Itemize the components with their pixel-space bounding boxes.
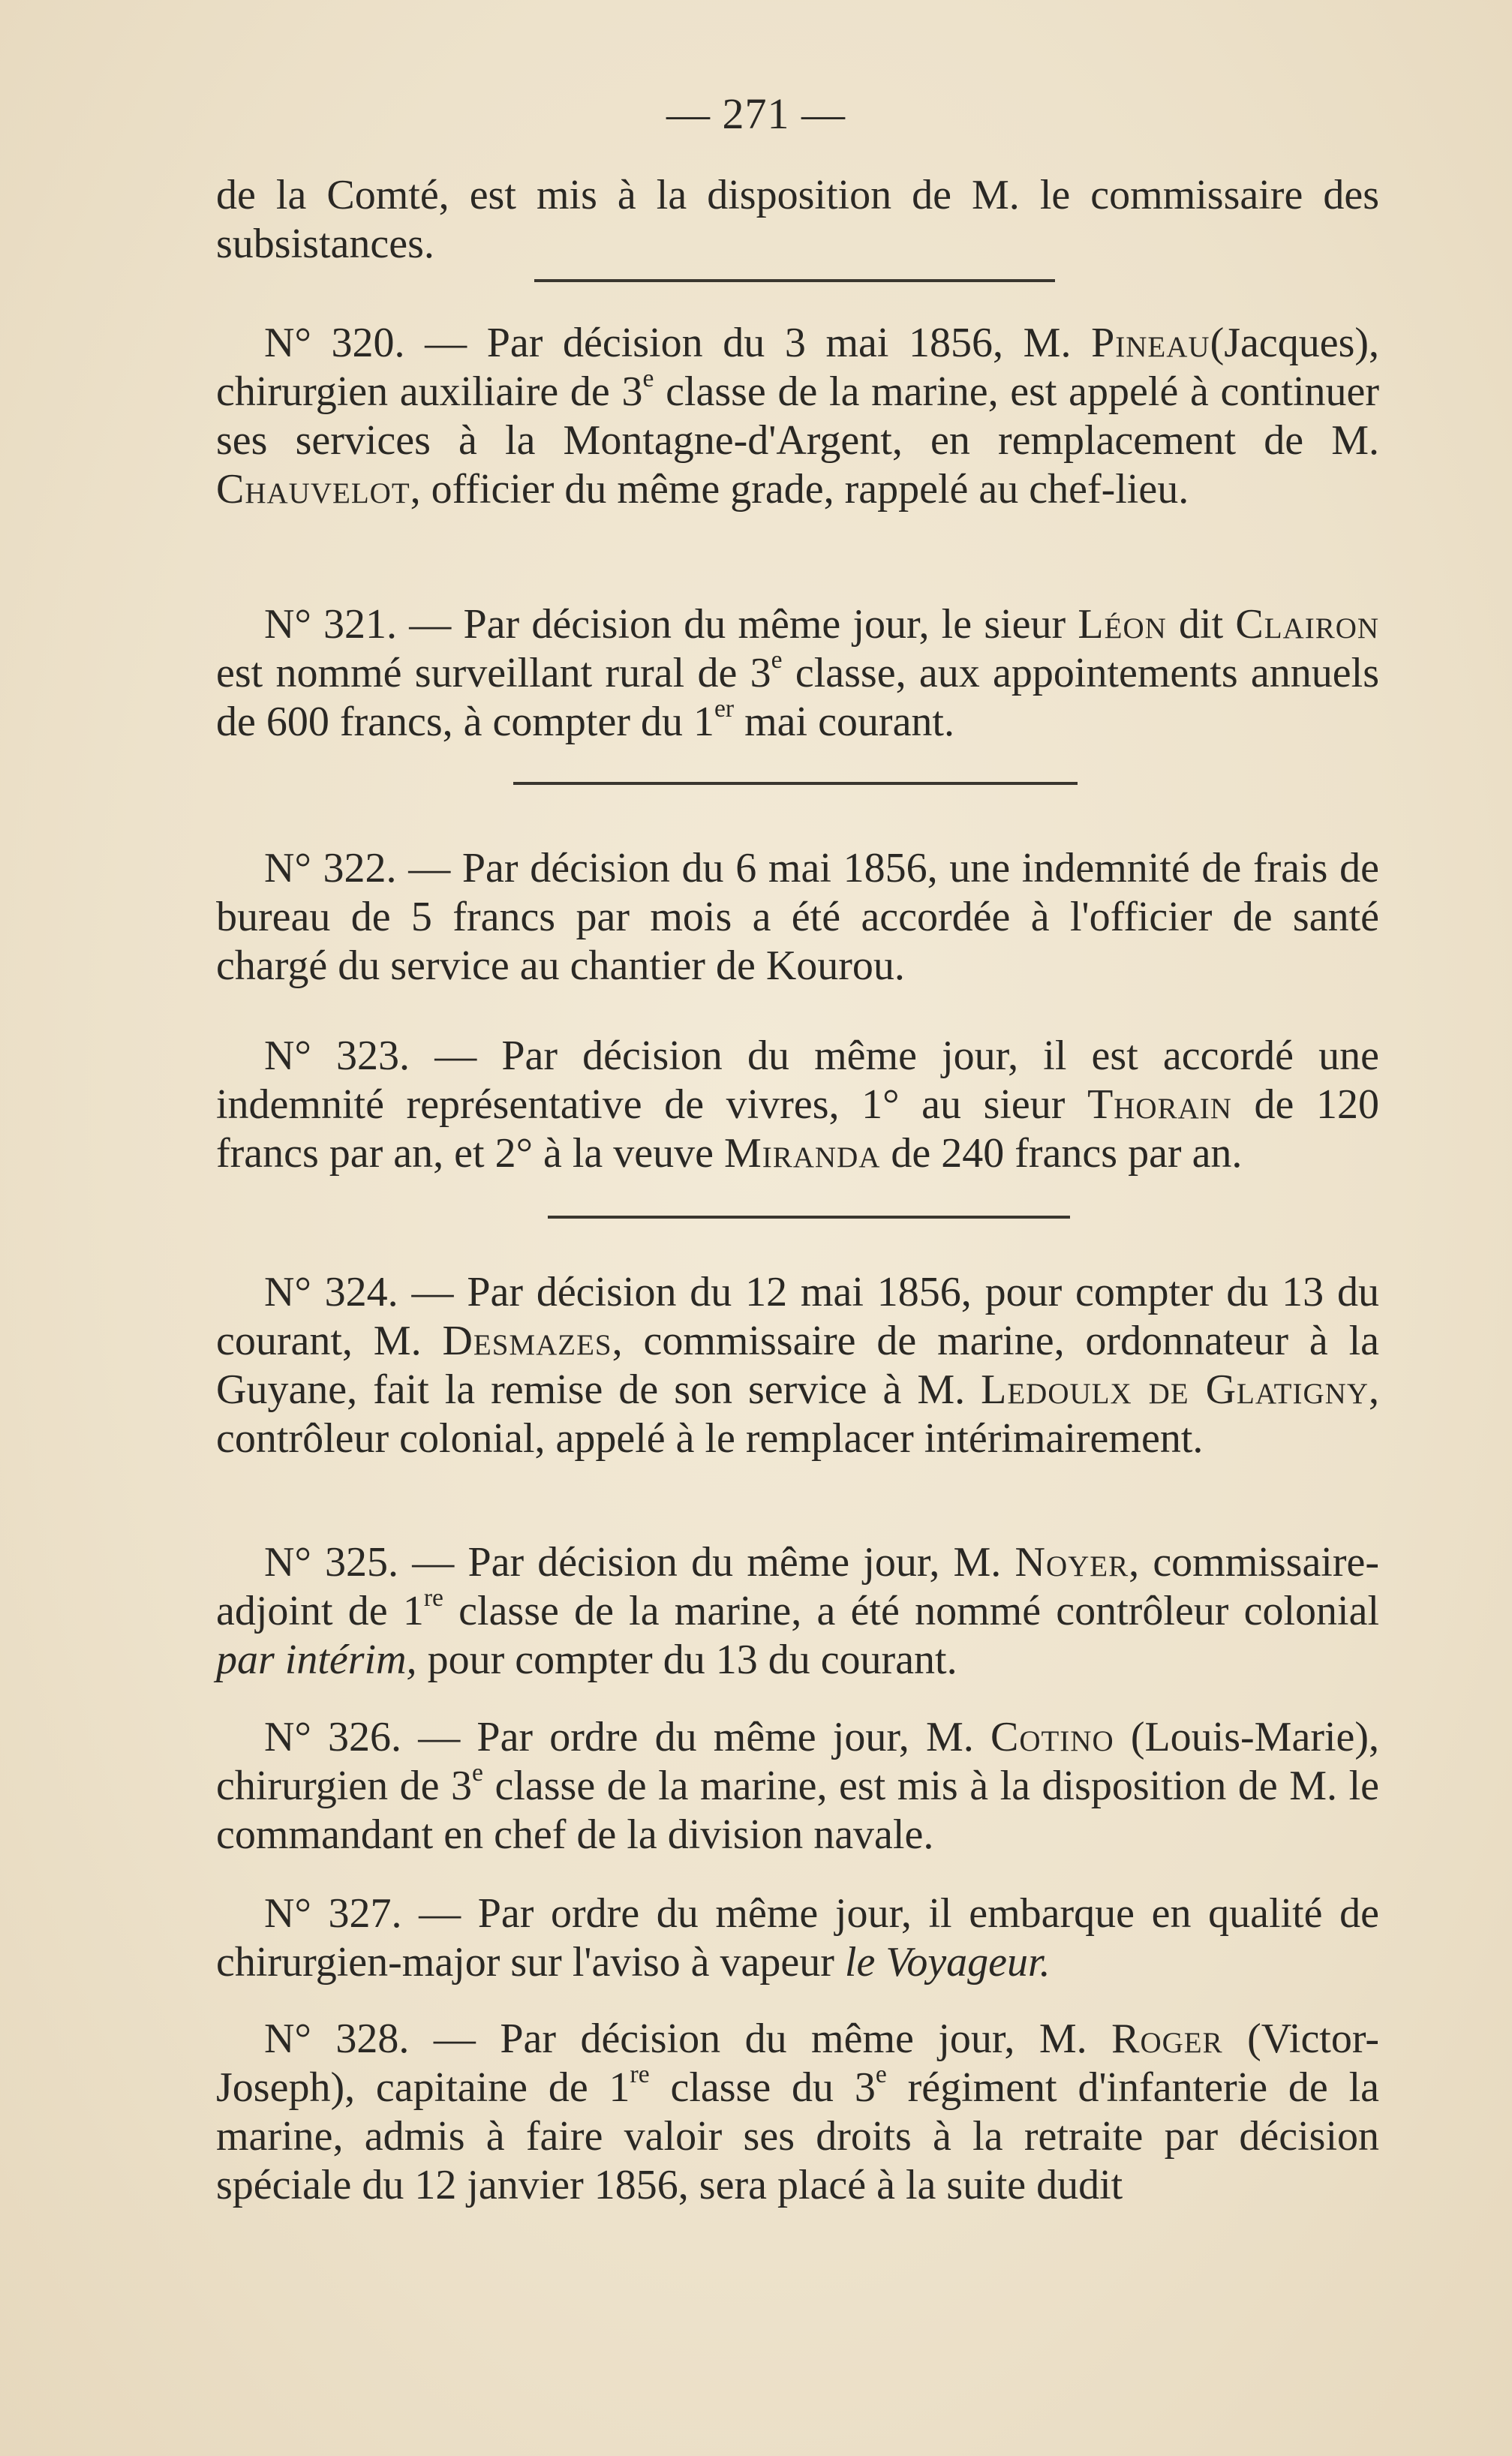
- entry-number: N° 321.: [264, 601, 398, 648]
- page-number: — 271 —: [666, 89, 846, 138]
- entry-324: [216, 1268, 1379, 1463]
- ship-name: le Voyageur.: [844, 1939, 1051, 1986]
- person-name: Clairon: [1235, 601, 1380, 648]
- entry-325-text: N° 325. — Par décision du même jour, M. Noyer, commissaire-adjoint de 1re classe de la marine, a été nommé contrôleur colonial par intérim, pour compter du 13 du courant.: [216, 1539, 1380, 1683]
- entry-323-text: N° 323. — Par décision du même jour, il est accordé une indemnité représentative de vivres, 1° au sieur Thorain de 120 francs par an, et 2° à la veuve Miranda de 240 francs par an.: [216, 1033, 1380, 1177]
- entry-328-text: N° 328. — Par décision du même jour, M. Roger (Victor-Joseph), capitaine de 1re classe du 3e régiment d'infanterie de la marine, admis à faire valoir ses droits à la retraite par décision spéciale du 12 janvier 1856, sera placé à la suite dudit: [216, 2016, 1380, 2208]
- person-name: Thorain: [1087, 1081, 1232, 1128]
- entry-327-text: N° 327. — Par ordre du même jour, il embarque en qualité de chirurgien-major sur l'aviso à vapeur le Voyageur.: [216, 1890, 1379, 1986]
- person-name: Desmazes: [442, 1318, 612, 1364]
- person-name: Noyer: [1015, 1539, 1129, 1586]
- intro-paragraph: [216, 171, 1379, 269]
- person-name: Pineau: [1091, 320, 1210, 366]
- entry-321: [216, 600, 1379, 747]
- entry-number: N° 323.: [264, 1033, 410, 1079]
- entry-322: [216, 844, 1379, 991]
- entry-323: [216, 1032, 1379, 1178]
- person-name: Roger: [1111, 2016, 1223, 2062]
- italic-phrase: par intérim,: [216, 1637, 417, 1683]
- entry-322-text: N° 322. — Par décision du 6 mai 1856, une indemnité de frais de bureau de 5 francs par mois a été accordée à l'officier de santé chargé du service au chantier de Kourou.: [216, 845, 1379, 989]
- entry-number: N° 324.: [264, 1269, 398, 1315]
- entry-number: N° 327.: [264, 1890, 402, 1937]
- entry-number: N° 326.: [264, 1714, 402, 1760]
- entry-number: N° 320.: [264, 320, 405, 366]
- entry-328: [216, 2015, 1379, 2210]
- person-name: Léon: [1078, 601, 1167, 648]
- section-divider: [548, 1216, 1070, 1219]
- entry-number: N° 328.: [264, 2016, 410, 2062]
- person-name: Ledoulx de Glatigny: [981, 1366, 1369, 1413]
- person-name: Miranda: [723, 1130, 881, 1177]
- entry-number: N° 325.: [264, 1539, 399, 1586]
- entry-number: N° 322.: [264, 845, 397, 891]
- person-name: Cotino: [990, 1714, 1114, 1760]
- entry-326-text: N° 326. — Par ordre du même jour, M. Cotino (Louis-Marie), chirurgien de 3e classe de la marine, est mis à la disposition de M. le commandant en chef de la division navale.: [216, 1714, 1380, 1858]
- entry-327: [216, 1889, 1379, 1987]
- person-name: Chauvelot: [216, 466, 410, 513]
- entry-320-text: N° 320. — Par décision du 3 mai 1856, M. Pineau(Jacques), chirurgien auxiliaire de 3e classe de la marine, est appelé à continuer ses services à la Montagne-d'Argent, en remplacement de M. Chauvelot, officier du même grade, rappelé au chef-lieu.: [216, 320, 1380, 513]
- intro-text: de la Comté, est mis à la disposition de M. le commissaire des subsistances.: [216, 172, 1379, 267]
- entry-326: [216, 1713, 1379, 1859]
- entry-321-text: N° 321. — Par décision du même jour, le sieur Léon dit Clairon est nommé surveillant rural de 3e classe, aux appointements annuels de 600 francs, à compter du 1er mai courant.: [216, 601, 1380, 745]
- entry-324-text: N° 324. — Par décision du 12 mai 1856, pour compter du 13 du courant, M. Desmazes, commissaire de marine, ordonnateur à la Guyane, fait la remise de son service à M. Ledoulx de Glatigny, contrôleur colonial, appelé à le remplacer intérimairement.: [216, 1269, 1380, 1462]
- entry-320: [216, 319, 1379, 514]
- section-divider: [513, 782, 1078, 785]
- section-divider: [534, 279, 1055, 282]
- entry-325: [216, 1538, 1379, 1685]
